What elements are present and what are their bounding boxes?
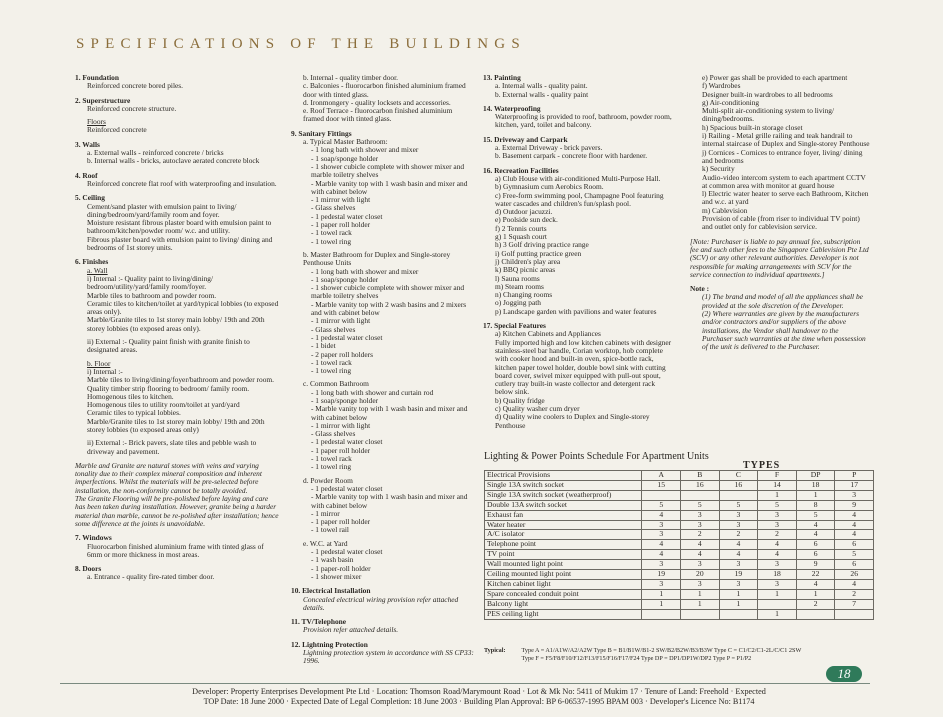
spec-line: n) Changing rooms bbox=[495, 290, 553, 300]
spec-line: l) Electric water heater to serve each Bathroom, Kitchen and w.c. at yard bbox=[702, 189, 869, 207]
section-heading: 11. TV/Telephone bbox=[291, 617, 347, 627]
spec-note: Marble and Granite are natural stones with veins and varying tonality due to their complex mineral composition and inherent imperfections. Whilst the materials will be pre-selected before installation, the non-conformity cannot be totally avoided. The Granite Flooring will be pre-polished before laying and care has been taken during installation. However, granite being a harder material than marble, cannot be re-polished after installation; hence some difference at the joints is unavoidable. bbox=[75, 460, 279, 528]
spec-line: Homogenous tiles to utility room/toilet at yard/yard bbox=[87, 400, 240, 410]
schedule-header-cell: F bbox=[758, 471, 797, 481]
table-cell: 16 bbox=[681, 480, 720, 490]
spec-line: Concealed electrical wiring provision refer attached details. bbox=[303, 594, 459, 612]
table-cell: 19 bbox=[719, 570, 758, 580]
table-cell: 3 bbox=[681, 560, 720, 570]
spec-column-4 bbox=[690, 74, 870, 358]
spec-line: i) Railing - Metal grille railing and teak handrail to internal staircase of Duplex and Single-storey Penthouse bbox=[702, 131, 870, 149]
table-cell: 3 bbox=[642, 560, 681, 570]
table-cell: 1 bbox=[758, 609, 797, 619]
table-cell: 14 bbox=[758, 480, 797, 490]
spec-line: - 1 wash basin bbox=[311, 555, 354, 565]
table-row bbox=[485, 500, 874, 510]
table-cell: 3 bbox=[719, 560, 758, 570]
section-heading: 17. Special Features bbox=[483, 321, 546, 331]
footer-line: Developer: Property Enterprises Development Pte Ltd · Location: Thomson Road/Marymount Road · Lot & Mk No: 5411 of Mukim 17 · Tenure of Land: Freehold · Expected bbox=[192, 687, 766, 696]
spec-section bbox=[483, 322, 673, 430]
spec-line: - 1 paper roll holder bbox=[311, 445, 371, 455]
section-heading: 8. Doors bbox=[75, 564, 102, 574]
spec-line: - 1 towel ring bbox=[311, 462, 352, 472]
schedule-header-row bbox=[485, 471, 874, 481]
spec-section bbox=[483, 136, 673, 161]
table-row bbox=[485, 560, 874, 570]
spec-line: Ceramic tiles to kitchen/toilet at yard/typical lobbies (to exposed areas only). bbox=[87, 298, 279, 317]
spec-line: Provision refer attached details. bbox=[303, 625, 399, 635]
table-cell: 4 bbox=[642, 510, 681, 520]
table-row bbox=[485, 609, 874, 619]
spec-line: b. Internal walls - bricks, autoclave aerated concrete block bbox=[87, 156, 260, 166]
schedule-header-cell: C bbox=[719, 471, 758, 481]
spec-section bbox=[75, 534, 280, 559]
spec-line: a. Internal walls - quality paint. bbox=[495, 81, 588, 91]
typical-line: Type A = A1/A1W/A2/A2W Type B = B1/B1W/B1-2 SW/B2/B2W/B3/B3W Type C = C1/C2/C1-2L/C/C1 2SW bbox=[521, 647, 802, 654]
table-cell: Ceiling mounted light point bbox=[485, 570, 642, 580]
table-cell: Telephone point bbox=[485, 540, 642, 550]
spec-section bbox=[75, 141, 280, 166]
table-cell: PES ceiling light bbox=[485, 609, 642, 619]
table-cell: 6 bbox=[796, 550, 835, 560]
spec-line: b. Master Bathroom for Duplex and Single-storey Penthouse Units bbox=[303, 249, 451, 268]
spec-line: - 1 mirror with light bbox=[311, 316, 371, 326]
spec-line: Audio-video intercom system to each apartment CCTV at common area with monitor at guard house bbox=[702, 172, 866, 190]
spec-section bbox=[75, 74, 280, 91]
table-cell: 4 bbox=[681, 540, 720, 550]
spec-line: - Glass shelves bbox=[311, 203, 356, 213]
spec-section bbox=[483, 74, 673, 99]
schedule-table bbox=[484, 470, 874, 620]
schedule-types-label: TYPES bbox=[743, 460, 781, 471]
table-cell bbox=[642, 490, 681, 500]
table-cell: Kitchen cabinet light bbox=[485, 579, 642, 589]
spec-line: Moisture resistant fibrous plaster board with emulsion paint to bathroom/kitchen/powder room/ w.c. and utility. bbox=[87, 218, 272, 236]
table-cell: A/C isolator bbox=[485, 530, 642, 540]
table-cell: 3 bbox=[758, 510, 797, 520]
table-cell: 1 bbox=[719, 599, 758, 609]
spec-line: h) 3 Golf driving practice range bbox=[495, 240, 589, 250]
section-heading: 7. Windows bbox=[75, 533, 112, 543]
section-heading: 13. Painting bbox=[483, 73, 521, 82]
table-cell: 1 bbox=[642, 599, 681, 609]
spec-line: a) Kitchen Cabinets and Appliances bbox=[495, 329, 601, 339]
table-cell: 19 bbox=[642, 570, 681, 580]
spec-line: - 1 mirror with light bbox=[311, 420, 371, 430]
table-row bbox=[485, 480, 874, 490]
spec-section bbox=[483, 105, 673, 130]
schedule-header-cell: P bbox=[835, 471, 874, 481]
spec-line: e. Roof Terrace - fluorocarbon finished aluminium framed door with tinted glass. bbox=[303, 106, 453, 124]
spec-section bbox=[75, 565, 280, 582]
table-cell bbox=[835, 609, 874, 619]
table-cell: 5 bbox=[681, 500, 720, 510]
table-cell: Wall mounted light point bbox=[485, 560, 642, 570]
table-cell: 1 bbox=[758, 589, 797, 599]
spec-line: m) Cablevision bbox=[702, 205, 748, 215]
footer bbox=[79, 687, 879, 707]
table-cell: 4 bbox=[835, 510, 874, 520]
spec-section bbox=[690, 238, 870, 279]
spec-line: - 1 mirror bbox=[311, 508, 340, 518]
spec-line: j) Children's play area bbox=[495, 256, 561, 266]
spec-line: a. External walls - reinforced concrete / bricks bbox=[87, 148, 224, 158]
spec-note: (1) The brand and model of all the appliances shall be provided at the sole discretion of the Developer. bbox=[702, 292, 863, 310]
table-cell: 4 bbox=[681, 550, 720, 560]
spec-line: j) Cornices - Cornices to entrance foyer, living/ dining and bedrooms bbox=[702, 147, 863, 165]
spec-section bbox=[291, 74, 475, 124]
spec-line: c) Quality washer cum dryer bbox=[495, 403, 580, 413]
table-cell: 6 bbox=[835, 560, 874, 570]
spec-line: Lightning protection system in accordance with SS CP33: 1996. bbox=[303, 648, 474, 666]
spec-section bbox=[75, 172, 280, 189]
section-heading: 10. Electrical Installation bbox=[291, 586, 371, 596]
spec-line: d) Outdoor jacuzzi. bbox=[495, 207, 553, 217]
typical-label: Typical: bbox=[484, 647, 506, 654]
table-cell: Double 13A switch socket bbox=[485, 500, 642, 510]
spec-section bbox=[690, 285, 870, 351]
table-cell: 4 bbox=[642, 540, 681, 550]
schedule-typical-note bbox=[484, 647, 884, 663]
table-cell: Single 13A switch socket (weatherproof) bbox=[485, 490, 642, 500]
table-cell: 18 bbox=[796, 480, 835, 490]
spec-line: b) Quality fridge bbox=[495, 395, 545, 405]
spec-line: b. Floor bbox=[87, 358, 111, 368]
section-heading: 16. Recreation Facilities bbox=[483, 165, 559, 175]
spec-line: - 1 towel ring bbox=[311, 366, 352, 376]
spec-line: i) Internal :- bbox=[87, 366, 123, 376]
spec-line: p) Landscape garden with pavilions and water features bbox=[495, 306, 657, 316]
table-row bbox=[485, 589, 874, 599]
spec-line: ii) External :- Quality paint finish with granite finish to designated areas. bbox=[87, 337, 250, 355]
spec-line: Provision of cable (from riser to individual TV point) and outlet only for cablevision service. bbox=[702, 214, 860, 232]
table-cell: 1 bbox=[719, 589, 758, 599]
table-cell: 1 bbox=[642, 589, 681, 599]
table-cell: 5 bbox=[642, 500, 681, 510]
table-cell: Exhaust fan bbox=[485, 510, 642, 520]
table-cell bbox=[758, 599, 797, 609]
spec-line: - 1 pedestal water closet bbox=[311, 332, 383, 342]
spec-line: Reinforced concrete flat roof with waterproofing and insulation. bbox=[87, 178, 277, 188]
table-cell: 3 bbox=[758, 579, 797, 589]
table-cell: 4 bbox=[796, 520, 835, 530]
spec-line: e) Power gas shall be provided to each apartment bbox=[702, 73, 848, 82]
spec-line: c. Balconies - fluorocarbon finished aluminium framed door with tinted glass. bbox=[303, 81, 466, 99]
section-heading: 3. Walls bbox=[75, 139, 100, 149]
table-cell: 1 bbox=[681, 589, 720, 599]
page-title: SPECIFICATIONS OF THE BUILDINGS bbox=[76, 36, 526, 52]
table-cell: 4 bbox=[642, 550, 681, 560]
section-heading: 9. Sanitary Fittings bbox=[291, 128, 352, 138]
table-cell: 3 bbox=[719, 520, 758, 530]
table-row bbox=[485, 540, 874, 550]
table-cell: 1 bbox=[796, 589, 835, 599]
schedule-header-cell: B bbox=[681, 471, 720, 481]
spec-line: - Marble vanity top with 1 wash basin and mixer and with cabinet below bbox=[311, 178, 468, 196]
spec-line: - 1 soap/sponge holder bbox=[311, 153, 379, 163]
table-row bbox=[485, 570, 874, 580]
spec-line: Fibrous plaster board with emulsion paint to living/ dining and bedrooms of 1st storey units. bbox=[87, 234, 273, 253]
table-cell: 4 bbox=[719, 550, 758, 560]
table-cell: 3 bbox=[642, 579, 681, 589]
spec-line: - 1 paper roll holder bbox=[311, 517, 371, 527]
spec-line: - 1 soap/sponge holder bbox=[311, 274, 379, 284]
section-heading: 5. Ceiling bbox=[75, 193, 105, 203]
table-cell: 3 bbox=[642, 530, 681, 540]
table-row bbox=[485, 599, 874, 609]
spec-line: - Glass shelves bbox=[311, 429, 356, 439]
spec-line: i) Internal :- Quality paint to living/dining/ bedroom/utility/yard/family room/foyer. bbox=[87, 273, 214, 292]
table-cell: 6 bbox=[835, 540, 874, 550]
section-heading: 4. Roof bbox=[75, 170, 98, 180]
spec-line: f) 2 Tennis courts bbox=[495, 223, 547, 233]
spec-line: - 1 pedestal water closet bbox=[311, 483, 383, 493]
spec-section bbox=[75, 194, 280, 252]
table-cell: 8 bbox=[796, 500, 835, 510]
table-cell: 3 bbox=[681, 510, 720, 520]
spec-line: a. Wall bbox=[87, 265, 108, 275]
spec-note: [Note: Purchaser is liable to pay annual fee, subscription fee and such other fees to the Singapore Cablevision Pte Ltd (SCV) or any other relevant authorities. Developer is not responsible for making arrangements with SCV for the service connection to individual apartments.] bbox=[690, 236, 869, 279]
spec-line: Waterproofing is provided to roof, bathroom, powder room, kitchen, yard, toilet and balcony. bbox=[495, 112, 672, 130]
section-heading: 15. Driveway and Carpark bbox=[483, 134, 568, 144]
table-cell: 3 bbox=[719, 510, 758, 520]
spec-line: b. External walls - quality paint bbox=[495, 89, 589, 99]
table-cell: 26 bbox=[835, 570, 874, 580]
spec-line: g) 1 Squash court bbox=[495, 232, 547, 242]
spec-line: k) Security bbox=[702, 164, 735, 174]
spec-section bbox=[690, 74, 870, 232]
spec-line: - 1 paper-roll holder bbox=[311, 563, 371, 573]
table-cell: Spare concealed conduit point bbox=[485, 589, 642, 599]
spec-line: Designer built-in wardrobes to all bedrooms bbox=[702, 89, 833, 99]
spec-line: Fully imported high and low kitchen cabinets with designer stainless-steel bar handle, Corian worktop, hob complete with cooker hood and built-in oven, spice-bottle rack, kitchen paper towel holder, double bowl sink with cutting board cover, swivel mixer equipped with pull-out spout, cutlery tray built-in waste collector and detergent rack below sink. bbox=[495, 337, 672, 397]
spec-line: - 1 towel rack bbox=[311, 454, 352, 464]
spec-line: b) Gymnasium cum Aerobics Room. bbox=[495, 182, 604, 192]
spec-line: d) Quality wine coolers to Duplex and Single-storey Penthouse bbox=[495, 412, 650, 430]
spec-line: a) Club House with air-conditioned Multi-Purpose Hall. bbox=[495, 173, 661, 183]
spec-line: - 2 paper roll holders bbox=[311, 349, 373, 359]
spec-line: - Marble vanity top with 2 wash basins and 2 mixers and with cabinet below bbox=[311, 299, 467, 318]
table-cell: 3 bbox=[681, 579, 720, 589]
schedule-header-cell: DP bbox=[796, 471, 835, 481]
spec-line: Floors bbox=[87, 117, 106, 127]
spec-line: o) Jogging path bbox=[495, 298, 541, 308]
section-heading: 2. Superstructure bbox=[75, 95, 131, 105]
table-cell: 4 bbox=[835, 530, 874, 540]
table-cell: 16 bbox=[719, 480, 758, 490]
table-cell: 4 bbox=[835, 579, 874, 589]
spec-line: - 1 soap/sponge holder bbox=[311, 395, 379, 405]
spec-column-3 bbox=[483, 74, 673, 436]
spec-line: - 1 bidet bbox=[311, 341, 336, 351]
table-cell bbox=[681, 490, 720, 500]
table-cell: 2 bbox=[835, 589, 874, 599]
table-row bbox=[485, 510, 874, 520]
section-heading: 1. Foundation bbox=[75, 73, 119, 82]
spec-section bbox=[291, 130, 475, 581]
table-cell: 2 bbox=[681, 530, 720, 540]
spec-column-1 bbox=[75, 74, 280, 588]
table-cell: 9 bbox=[835, 500, 874, 510]
spec-section bbox=[291, 618, 475, 635]
spec-line: Reinforced concrete bored piles. bbox=[87, 81, 184, 91]
spec-line: Ceramic tiles to typical lobbies. bbox=[87, 408, 181, 418]
spec-line: e) Poolside sun deck. bbox=[495, 215, 558, 225]
spec-line: c) Free-form swimming pool, Champagne Pool featuring water cascades and children's fun/splash pool. bbox=[495, 190, 664, 208]
spec-line: Marble/Granite tiles to 1st storey main lobby/ 19th and 20th storey lobbies (to exposed areas only). bbox=[87, 315, 265, 333]
spec-line: a. External Driveway - brick pavers. bbox=[495, 143, 603, 153]
spec-line: a. Typical Master Bathroom: bbox=[303, 137, 388, 147]
table-cell: 3 bbox=[642, 520, 681, 530]
table-cell: 17 bbox=[835, 480, 874, 490]
table-cell bbox=[642, 609, 681, 619]
spec-line: - 1 towel rack bbox=[311, 228, 352, 238]
spec-line: - 1 long bath with shower and mixer bbox=[311, 145, 419, 155]
spec-line: Homogenous tiles to kitchen. bbox=[87, 391, 174, 401]
table-cell: 3 bbox=[835, 490, 874, 500]
spec-line: a. Entrance - quality fire-rated timber door. bbox=[87, 572, 215, 582]
spec-line: - 1 towel rail bbox=[311, 525, 349, 535]
spec-section bbox=[75, 97, 280, 135]
spec-line: - 1 paper roll holder bbox=[311, 220, 371, 230]
spec-line: Multi-split air-conditioning system to living/ dining/bedrooms. bbox=[702, 106, 835, 124]
spec-line: c. Common Bathroom bbox=[303, 379, 369, 389]
spec-line: - 1 pedestal water closet bbox=[311, 547, 383, 557]
table-cell: 5 bbox=[796, 510, 835, 520]
table-cell: 3 bbox=[719, 579, 758, 589]
table-cell bbox=[719, 609, 758, 619]
schedule-header-cell: Electrical Provisions bbox=[485, 471, 642, 481]
spec-line: e. W.C. at Yard bbox=[303, 538, 348, 548]
table-cell: 4 bbox=[835, 520, 874, 530]
spec-line: k) BBQ picnic areas bbox=[495, 265, 556, 275]
table-cell bbox=[681, 609, 720, 619]
table-cell: 4 bbox=[796, 579, 835, 589]
table-row bbox=[485, 530, 874, 540]
section-heading: 6. Finishes bbox=[75, 257, 109, 267]
spec-line: ii) External :- Brick pavers, slate tiles and pebble wash to driveway and pavement. bbox=[87, 438, 257, 456]
spec-line: - 1 pedestal water closet bbox=[311, 211, 383, 221]
spec-line: - 1 mirror with light bbox=[311, 195, 371, 205]
table-cell: 2 bbox=[796, 599, 835, 609]
spec-line: - 1 shower cubicle complete with shower mixer and marble toiletry shelves bbox=[311, 161, 465, 180]
spec-line: - 1 pedestal water closet bbox=[311, 437, 383, 447]
spec-line: Fluorocarbon finished aluminium frame with tinted glass of 6mm or more thickness in most areas. bbox=[87, 541, 264, 559]
spec-line: m) Steam rooms bbox=[495, 281, 544, 291]
spec-line: g) Air-conditioning bbox=[702, 97, 760, 107]
spec-line: Reinforced concrete structure. bbox=[87, 103, 177, 113]
table-cell: 3 bbox=[758, 560, 797, 570]
spec-line: i) Golf putting practice green bbox=[495, 248, 582, 258]
spec-line: Cement/sand plaster with emulsion paint to living/ dining/bedroom/yard/family room and foyer. bbox=[87, 201, 237, 219]
spec-line: Reinforced concrete bbox=[87, 125, 147, 135]
spec-line: Marble/Granite tiles to 1st storey main lobby/ 19th and 20th storey lobbies (to exposed areas only) bbox=[87, 416, 265, 434]
spec-section bbox=[75, 462, 280, 528]
spec-line: - 1 shower cubicle complete with shower mixer and marble toiletry shelves bbox=[311, 283, 465, 301]
table-cell: TV point bbox=[485, 550, 642, 560]
section-heading: 14. Waterproofing bbox=[483, 103, 541, 113]
typical-line: Type F = F5/F8/F10/F12/F13/F15/F16/F17/F24 Type DP = DP1/DP1W/DP2 Type P = P1/P2 bbox=[521, 655, 752, 662]
section-heading: 12. Lightning Protection bbox=[291, 639, 368, 649]
table-cell: Single 13A switch socket bbox=[485, 480, 642, 490]
spec-line: Quality timber strip flooring to bedroom/ family room. bbox=[87, 383, 250, 393]
spec-section bbox=[75, 258, 280, 456]
table-cell: 20 bbox=[681, 570, 720, 580]
table-cell: 15 bbox=[642, 480, 681, 490]
table-cell: 2 bbox=[758, 530, 797, 540]
footer-divider bbox=[60, 683, 870, 684]
spec-line: h) Spacious built-in storage closet bbox=[702, 122, 803, 132]
table-cell: 4 bbox=[758, 550, 797, 560]
table-row bbox=[485, 520, 874, 530]
section-heading: Note : bbox=[690, 284, 710, 294]
spec-line: Marble tiles to living/dining/foyer/bathroom and powder room. bbox=[87, 375, 274, 385]
table-cell: 3 bbox=[758, 520, 797, 530]
spec-note: (2) Where warranties are given by the manufacturers and/or contractors and/or suppliers of the above installations, the Vendor shall handover to the Purchaser such warranties at the time when possession of the unit is delivered to the Purchaser. bbox=[702, 309, 866, 352]
schedule-header-cell: A bbox=[642, 471, 681, 481]
spec-line: - Glass shelves bbox=[311, 324, 356, 334]
spec-line: - Marble vanity top with 1 wash basin and mixer and with cabinet below bbox=[311, 404, 468, 422]
table-cell: 5 bbox=[719, 500, 758, 510]
footer-line: TOP Date: 18 June 2000 · Expected Date of Legal Completion: 18 June 2003 · Building Plan Approval: BP 6-06537-1995 BPAM 003 · Developer's Licence No: B1174 bbox=[203, 697, 755, 706]
table-cell: 4 bbox=[758, 540, 797, 550]
table-cell: 6 bbox=[796, 540, 835, 550]
spec-line: - Marble vanity top with 1 wash basin and mixer and with cabinet below bbox=[311, 492, 468, 510]
table-cell bbox=[796, 609, 835, 619]
spec-line: - 1 long bath with shower and curtain rod bbox=[311, 387, 434, 397]
table-cell: Water heater bbox=[485, 520, 642, 530]
spec-line: b. Basement carpark - concrete floor with hardener. bbox=[495, 151, 648, 161]
spec-line: b. Internal - quality timber door. bbox=[303, 73, 399, 82]
table-cell: 7 bbox=[835, 599, 874, 609]
spec-section bbox=[291, 587, 475, 612]
spec-line: Marble tiles to bathroom and powder room. bbox=[87, 290, 217, 300]
table-row bbox=[485, 579, 874, 589]
spec-section bbox=[483, 167, 673, 316]
spec-line: - 1 towel ring bbox=[311, 236, 352, 246]
spec-line: d. Ironmongery - quality locksets and accessories. bbox=[303, 97, 451, 107]
spec-line: - 1 long bath with shower and mixer bbox=[311, 266, 419, 276]
spec-line: d. Powder Room bbox=[303, 475, 353, 485]
table-cell: 18 bbox=[758, 570, 797, 580]
spec-line: f) Wardrobes bbox=[702, 81, 741, 91]
table-cell: 3 bbox=[681, 520, 720, 530]
spec-section bbox=[291, 641, 475, 666]
table-cell: 4 bbox=[796, 530, 835, 540]
table-cell bbox=[719, 490, 758, 500]
table-cell: 1 bbox=[681, 599, 720, 609]
table-cell: 9 bbox=[796, 560, 835, 570]
table-row bbox=[485, 490, 874, 500]
table-cell: Balcony light bbox=[485, 599, 642, 609]
schedule-title: Lighting & Power Points Schedule For Apartment Units bbox=[484, 451, 709, 462]
table-cell: 1 bbox=[758, 490, 797, 500]
table-cell: 5 bbox=[758, 500, 797, 510]
table-cell: 4 bbox=[719, 540, 758, 550]
table-row bbox=[485, 550, 874, 560]
page-number-badge: 18 bbox=[826, 666, 862, 682]
table-cell: 1 bbox=[796, 490, 835, 500]
spec-line: - 1 towel rack bbox=[311, 357, 352, 367]
spec-line: l) Sauna rooms bbox=[495, 273, 540, 283]
table-cell: 2 bbox=[719, 530, 758, 540]
table-cell: 22 bbox=[796, 570, 835, 580]
table-cell: 5 bbox=[835, 550, 874, 560]
spec-line: - 1 shower mixer bbox=[311, 571, 362, 581]
spec-column-2 bbox=[291, 74, 475, 672]
